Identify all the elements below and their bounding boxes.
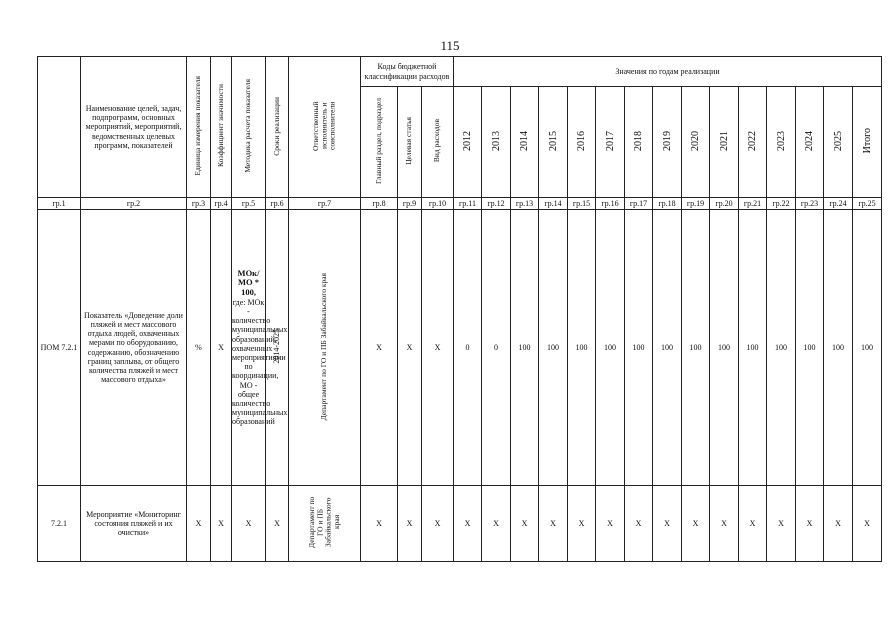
page-number: 115 xyxy=(440,38,460,53)
column-number: гр.11 xyxy=(454,198,482,210)
column-number: гр.8 xyxy=(361,198,398,210)
row-responsible: Департамент по ГО и ПБ Забайкальского края xyxy=(319,272,329,421)
row-value: 100 xyxy=(625,210,653,486)
row-name: Мероприятие «Мониторинг состояния пляжей и их очистки» xyxy=(81,486,187,562)
column-number: гр.7 xyxy=(289,198,361,210)
table-row xyxy=(38,210,882,486)
header-year: 2023 xyxy=(775,130,787,151)
header-year-cell xyxy=(482,87,511,198)
row-value: 100 xyxy=(568,210,596,486)
header-year: 2014 xyxy=(519,130,531,151)
header-year-cell xyxy=(625,87,653,198)
row-total: Х xyxy=(853,486,882,562)
column-number: гр.4 xyxy=(211,198,232,210)
header-year-cell xyxy=(596,87,625,198)
row-coef: Х xyxy=(211,210,232,486)
row-value: Х xyxy=(568,486,596,562)
column-number: гр.15 xyxy=(568,198,596,210)
column-number: гр.20 xyxy=(710,198,739,210)
header-year: 2021 xyxy=(718,130,730,151)
header-budget-label: Главный раздел, подраздел xyxy=(373,97,383,184)
column-number: гр.23 xyxy=(796,198,824,210)
row-value: Х xyxy=(482,486,511,562)
header-coef: Коэффициент значимости xyxy=(215,84,225,168)
column-number: гр.14 xyxy=(539,198,568,210)
row-budget: Х xyxy=(361,486,398,562)
header-year: 2013 xyxy=(490,130,502,151)
header-year: 2012 xyxy=(462,130,474,151)
header-budget-group: Коды бюджетной классификации расходов xyxy=(361,57,454,87)
header-unit: Единица измерения показателя xyxy=(193,76,203,176)
row-value: Х xyxy=(511,486,539,562)
column-number: гр.22 xyxy=(767,198,796,210)
column-number: гр.21 xyxy=(739,198,767,210)
row-name: Показатель «Доведение доли пляжей и мест массового отдыха людей, охваченных мерами по оборудованию, содержанию, обозначению границ заплыва, от общего количества пляжей и мест массового отдыха» xyxy=(81,210,187,486)
column-number: гр.3 xyxy=(187,198,211,210)
row-terms: 2014-2025 xyxy=(271,329,281,364)
header-budget-label: Вид расходов xyxy=(432,119,442,163)
row-value: 100 xyxy=(653,210,682,486)
row-value: Х xyxy=(596,486,625,562)
header-year: 2024 xyxy=(804,130,816,151)
header-year: 2019 xyxy=(661,130,673,151)
column-number: гр.24 xyxy=(824,198,853,210)
header-year-cell xyxy=(539,87,568,198)
row-value: 100 xyxy=(824,210,853,486)
row-value: 100 xyxy=(596,210,625,486)
row-value: 100 xyxy=(511,210,539,486)
header-year-cell xyxy=(710,87,739,198)
row-value: Х xyxy=(539,486,568,562)
row-value: Х xyxy=(767,486,796,562)
row-budget: Х xyxy=(422,486,454,562)
row-value: 100 xyxy=(682,210,710,486)
column-number: гр.25 xyxy=(853,198,882,210)
row-value: 100 xyxy=(739,210,767,486)
row-value: 100 xyxy=(796,210,824,486)
row-value: 100 xyxy=(710,210,739,486)
header-year-cell xyxy=(511,87,539,198)
column-number: гр.19 xyxy=(682,198,710,210)
header-budget-col xyxy=(361,87,398,198)
header-coef-cell xyxy=(211,57,232,198)
header-terms-cell xyxy=(266,57,289,198)
header-year: 2018 xyxy=(633,130,645,151)
row-method: Х xyxy=(232,486,266,562)
header-method: Методика расчета показателя xyxy=(243,79,253,173)
row-terms: Х xyxy=(266,486,289,562)
row-total: 100 xyxy=(853,210,882,486)
header-responsible-cell xyxy=(289,57,361,198)
header-year: 2017 xyxy=(604,130,616,151)
header-year-cell xyxy=(454,87,482,198)
column-number: гр.17 xyxy=(625,198,653,210)
row-value: Х xyxy=(653,486,682,562)
row-value: Х xyxy=(824,486,853,562)
header-values-group: Значения по годам реализации xyxy=(454,57,882,87)
row-budget: Х xyxy=(398,210,422,486)
row-value: 0 xyxy=(482,210,511,486)
row-budget: Х xyxy=(361,210,398,486)
row-value: Х xyxy=(739,486,767,562)
row-coef: Х xyxy=(211,486,232,562)
header-budget-col xyxy=(398,87,422,198)
header-year-cell xyxy=(796,87,824,198)
method-description: где: МОк - количество муниципальных образований, охваченных мероприятиями по координации, МО - общее количество муниципальных образований xyxy=(232,297,288,427)
row-unit: % xyxy=(187,210,211,486)
column-number: гр.9 xyxy=(398,198,422,210)
header-year-cell xyxy=(568,87,596,198)
header-year-cell xyxy=(767,87,796,198)
row-value: Х xyxy=(625,486,653,562)
header-year-cell xyxy=(739,87,767,198)
row-value: Х xyxy=(454,486,482,562)
table-row xyxy=(38,486,882,562)
header-budget-col xyxy=(422,87,454,198)
row-value: Х xyxy=(796,486,824,562)
row-value: 0 xyxy=(454,210,482,486)
column-number: гр.10 xyxy=(422,198,454,210)
header-responsible: Ответственный исполнитель и соисполнители xyxy=(311,101,337,151)
header-year: 2020 xyxy=(690,130,702,151)
column-number: гр.5 xyxy=(232,198,266,210)
row-responsible-cell xyxy=(289,210,361,486)
row-unit: Х xyxy=(187,486,211,562)
row-code: ПОМ 7.2.1 xyxy=(38,210,81,486)
header-total: Итого xyxy=(861,128,873,154)
header-unit-cell xyxy=(187,57,211,198)
row-budget: Х xyxy=(398,486,422,562)
column-number: гр.1 xyxy=(38,198,81,210)
row-budget: Х xyxy=(422,210,454,486)
column-number: гр.13 xyxy=(511,198,539,210)
header-year: 2022 xyxy=(747,130,759,151)
header-total-cell xyxy=(853,87,882,198)
column-numbers-row xyxy=(38,198,882,210)
column-number: гр.12 xyxy=(482,198,511,210)
row-value: Х xyxy=(710,486,739,562)
header-name: Наименование целей, задач, подпрограмм, основных мероприятий, мероприятий, ведомственных целевых программ, показателей xyxy=(81,57,187,198)
header-terms: Сроки реализации xyxy=(271,96,281,156)
row-value: 100 xyxy=(767,210,796,486)
column-number: гр.18 xyxy=(653,198,682,210)
row-responsible: Департамент по ГО и ПБ Забайкальского края xyxy=(307,496,341,549)
column-number: гр.16 xyxy=(596,198,625,210)
row-code: 7.2.1 xyxy=(38,486,81,562)
header-year-cell xyxy=(824,87,853,198)
column-number: гр.2 xyxy=(81,198,187,210)
indicators-table xyxy=(37,56,882,562)
column-number: гр.6 xyxy=(266,198,289,210)
row-responsible-cell xyxy=(289,486,361,562)
row-value: Х xyxy=(682,486,710,562)
header-year: 2025 xyxy=(832,130,844,151)
header-year-cell xyxy=(682,87,710,198)
method-formula: МОк/ МО * 100, xyxy=(237,267,260,298)
header-budget-label: Целевая статья xyxy=(404,116,414,165)
row-value: 100 xyxy=(539,210,568,486)
header-year-cell xyxy=(653,87,682,198)
header-code-cell xyxy=(38,57,81,198)
header-method-cell xyxy=(232,57,266,198)
header-year: 2015 xyxy=(547,130,559,151)
header-year: 2016 xyxy=(576,130,588,151)
